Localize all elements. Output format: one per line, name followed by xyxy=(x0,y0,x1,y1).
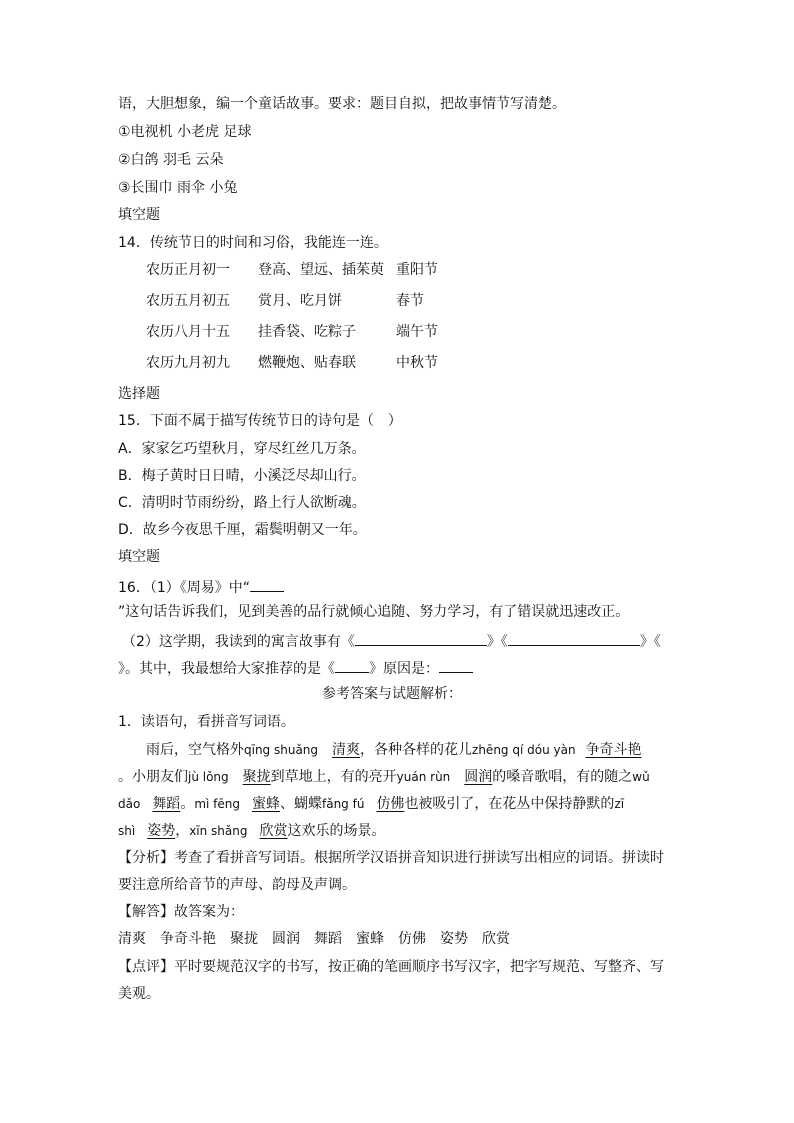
a1-passage-line4 xyxy=(118,821,386,841)
answer-blank[interactable] xyxy=(250,576,284,592)
intro-option-2: ②白鸽 羽毛 云朵 xyxy=(118,152,224,168)
intro-line: 语，大胆想象，编一个童话故事。要求：题目自拟，把故事情节写清楚。 xyxy=(118,96,566,112)
passage-text: 雨后，空气格外 xyxy=(146,742,244,758)
q16-sep: 》《 xyxy=(486,634,508,650)
intro-option-1: ①电视机 小老虎 足球 xyxy=(118,124,252,140)
q16-part2-line1 xyxy=(122,630,661,652)
analysis-label: 【分析】 xyxy=(118,850,174,866)
q16-part1-line1 xyxy=(118,576,284,598)
section-type-label: 填空题 xyxy=(118,549,160,565)
festival-custom[interactable]: 挂香袋、吃粽子 xyxy=(258,324,356,340)
pinyin: fǎng fú xyxy=(321,797,365,811)
comment-text: 平时要规范汉字的书写，按正确的笔画顺序书写汉字，把字写规范、写整齐、写 xyxy=(174,959,664,975)
festival-custom[interactable]: 燃鞭炮、贴春联 xyxy=(258,355,356,371)
festival-date[interactable]: 农历正月初一 xyxy=(146,262,230,278)
pinyin: yuán rùn xyxy=(396,770,451,784)
festival-name[interactable]: 中秋节 xyxy=(396,355,438,371)
section-type-label: 选择题 xyxy=(118,386,160,402)
q16-part1-start: 16．（1）《周易》中“ xyxy=(118,580,250,596)
pinyin: zī xyxy=(614,797,625,811)
analysis-line1 xyxy=(118,848,664,868)
festival-date[interactable]: 农历五月初五 xyxy=(146,293,230,309)
pinyin: mì fēng xyxy=(194,797,240,811)
passage-text: 这欢乐的场景。 xyxy=(287,823,386,839)
festival-name[interactable]: 端午节 xyxy=(396,324,438,340)
festival-name[interactable]: 春节 xyxy=(396,293,424,309)
answer-word: 争奇斗艳 xyxy=(585,742,642,758)
passage-text: ， xyxy=(175,823,190,839)
q15-option-c[interactable]: C．清明时节雨纷纷，路上行人欲断魂。 xyxy=(118,495,366,511)
passage-text: ，各种各样的花儿 xyxy=(360,742,473,758)
analysis-text: 考查了看拼音写词语。根据所学汉语拼音知识进行拼读写出相应的词语。拼读时 xyxy=(174,850,664,866)
answer-word: 姿势 xyxy=(147,823,176,839)
answer-word: 仿佛 xyxy=(376,796,405,812)
answer-blank[interactable] xyxy=(508,630,640,646)
passage-text: 、蝴蝶 xyxy=(279,796,322,812)
passage-text: 到草地上，有的亮开 xyxy=(270,769,397,785)
a1-title: 1．读语句，看拼音写词语。 xyxy=(118,714,295,730)
q16-sep: 》《 xyxy=(639,634,661,650)
pinyin: wǔ xyxy=(632,770,650,784)
q16-part2-line2 xyxy=(118,657,473,679)
pinyin: dǎo xyxy=(118,797,141,811)
answer-word: 圆润 xyxy=(464,769,493,785)
festival-custom[interactable]: 赏月、吃月饼 xyxy=(258,293,342,309)
pinyin: shì xyxy=(118,824,136,838)
a1-passage-line2 xyxy=(118,767,650,787)
solution-answers: 清爽 争奇斗艳 聚拢 圆润 舞蹈 蜜蜂 仿佛 姿势 欣赏 xyxy=(118,931,510,947)
q16-recommend-label: 》。其中，我最想给大家推荐的是《 xyxy=(118,661,335,677)
answer-word: 蜜蜂 xyxy=(251,796,280,812)
q15-option-a[interactable]: A．家家乞巧望秋月，穿尽红丝几万条。 xyxy=(118,441,366,457)
passage-text: 。小朋友们 xyxy=(118,769,188,785)
festival-custom[interactable]: 登高、望远、插茱萸 xyxy=(258,262,384,278)
passage-text: 也被吸引了，在花丛中保持静默的 xyxy=(404,796,615,812)
passage-text: 的嗓音歌唱，有的随之 xyxy=(492,769,633,785)
answer-word: 清爽 xyxy=(332,742,361,758)
answer-blank[interactable] xyxy=(355,630,487,646)
answer-blank[interactable] xyxy=(439,657,473,673)
pinyin: xīn shǎng xyxy=(189,824,248,838)
q15-option-b[interactable]: B．梅子黄时日日晴，小溪泛尽却山行。 xyxy=(118,468,366,484)
solution-label: 【解答】 xyxy=(118,904,174,920)
q15-title: 15．下面不属于描写传统节日的诗句是（ ） xyxy=(118,413,402,429)
q16-part2-start: （2）这学期，我读到的寓言故事有《 xyxy=(122,634,355,650)
intro-option-3: ③长围巾 雨伞 小兔 xyxy=(118,180,238,196)
answer-word: 欣赏 xyxy=(259,823,288,839)
analysis-line2: 要注意所给音节的声母、韵母及声调。 xyxy=(118,877,356,893)
solution-text: 故答案为： xyxy=(174,904,244,920)
pinyin: jù lǒng xyxy=(188,770,229,784)
a1-passage-line3 xyxy=(118,794,624,814)
festival-date[interactable]: 农历八月十五 xyxy=(146,324,230,340)
comment-label: 【点评】 xyxy=(118,959,174,975)
comment-line2: 美观。 xyxy=(118,986,160,1002)
q15-option-d[interactable]: D．故乡今夜思千厘，霜鬓明朝又一年。 xyxy=(118,522,367,538)
festival-date[interactable]: 农历九月初九 xyxy=(146,355,230,371)
passage-text: 。 xyxy=(180,796,195,812)
answer-word: 聚拢 xyxy=(242,769,271,785)
pinyin: qīng shuǎng xyxy=(244,743,319,757)
festival-name[interactable]: 重阳节 xyxy=(396,262,438,278)
q16-reason-label: 》原因是： xyxy=(369,661,439,677)
pinyin: zhēng qí dóu yàn xyxy=(472,743,576,757)
solution-line xyxy=(118,902,244,922)
q14-title: 14．传统节日的时间和习俗，我能连一连。 xyxy=(118,235,388,251)
section-type-label: 填空题 xyxy=(118,207,160,223)
comment-line1 xyxy=(118,957,664,977)
answer-word: 舞蹈 xyxy=(152,796,181,812)
a1-passage-line1 xyxy=(146,740,642,760)
answer-blank[interactable] xyxy=(335,657,369,673)
answers-heading: 参考答案与试题解析： xyxy=(322,686,462,702)
q16-part1-line2: ”这句话告诉我们，见到美善的品行就倾心追随、努力学习，有了错误就迅速改正。 xyxy=(118,604,630,620)
